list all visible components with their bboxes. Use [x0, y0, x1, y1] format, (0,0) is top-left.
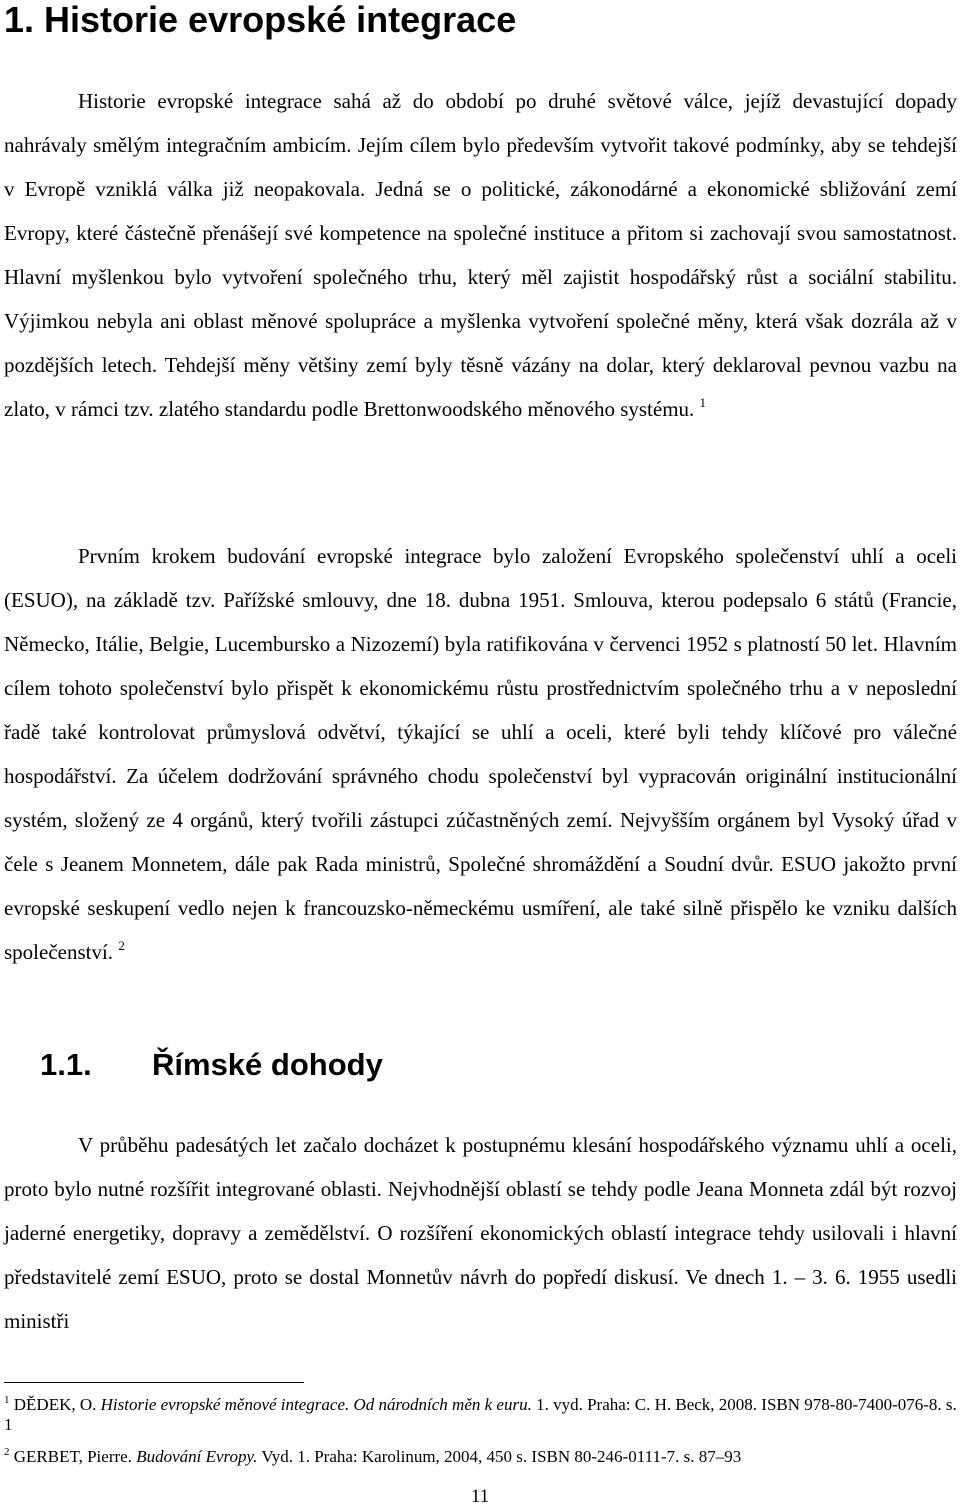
paragraph-text: Prvním krokem budování evropské integrace bylo založení Evropského společenství uhlí a oceli (ESUO), na základě tzv. Pařížské smlouvy, dne 18. dubna 1951. Smlouva, kterou podepsalo 6 států (Francie, Německo, Itálie, Belgie, Lucembursko a Nizozemí) byla ratifikována v červenci 1952 s platností 50 let. Hlavním cílem tohoto společenství bylo přispět k ekonomickému růstu prostřednictvím společného trhu a v neposlední řadě také kontrolovat průmyslová odvětví, týkající se uhlí a oceli, které byli tehdy klíčové pro válečné hospodářství. Za účelem dodržování správného chodu společenství byl vypracován originální institucionální systém, složený ze 4 orgánů, který tvořili zástupci zúčastněných zemí. Nejvyšším orgánem byl Vysoký úřad v čele s Jeanem Monnetem, dále pak Rada ministrů, Společné shromáždění a Soudní dvůr. ESUO jakožto první evropské seskupení vedlo nejen k francouzsko-německému usmíření, ale také silně přispělo ke vzniku dalších společenství. — [4, 544, 957, 964]
paragraph-rome-treaties — [4, 1123, 957, 1343]
footnote-reference[interactable]: 1 — [699, 395, 707, 410]
section-heading — [40, 1047, 383, 1083]
footnote-title: Budování Evropy. — [136, 1447, 258, 1466]
footnote-divider — [4, 1382, 304, 1383]
footnote-details: Vyd. 1. Praha: Karolinum, 2004, 450 s. ISBN 80-246-0111-7. s. 87–93 — [261, 1447, 742, 1466]
section-number: 1.1. — [40, 1047, 92, 1082]
paragraph-text: Historie evropské integrace sahá až do období po druhé světové válce, jejíž devastující dopady nahrávaly smělým integračním ambicím. Jejím cílem bylo především vytvořit takové podmínky, aby se tehdejší v Evropě vzniklá válka již neopakovala. Jedná se o politické, zákonodárné a ekonomické sbližování zemí Evropy, které částečně přenášejí své kompetence na společné instituce a přitom si zachovají svou samostatnost. Hlavní myšlenkou bylo vytvoření společného trhu, který měl zajistit hospodářský růst a sociální stabilitu. Výjimkou nebyla ani oblast měnové spolupráce a myšlenka vytvoření společné měny, která však dozrála až v pozdějších letech. Tehdejší měny většiny zemí byly těsně vázány na dolar, který deklaroval pevnou vazbu na zlato, v rámci tzv. zlatého standardu podle Brettonwoodského měnového systému. — [4, 89, 957, 421]
footnote-mark: 2 — [4, 1446, 10, 1458]
section-title: Římské dohody — [152, 1047, 383, 1082]
footnote — [4, 1447, 957, 1467]
paragraph-history-intro — [4, 79, 957, 431]
footnote-reference[interactable]: 2 — [118, 938, 125, 953]
footnote — [4, 1395, 957, 1435]
footnote-title: Historie evropské měnové integrace. Od národních měn k euru. — [100, 1395, 532, 1414]
footnote-author: GERBET, Pierre. — [13, 1447, 132, 1466]
page-number: 11 — [470, 1486, 490, 1507]
chapter-heading: 1. Historie evropské integrace — [4, 0, 517, 40]
footnote-details: 1. vyd. Praha: C. H. Beck, 2008. ISBN 978-80-7400-076-8. s. 1 — [4, 1395, 957, 1434]
footnote-mark: 1 — [4, 1394, 10, 1406]
paragraph-text: V průběhu padesátých let začalo docházet k postupnému klesání hospodářského významu uhlí a oceli, proto bylo nutné rozšířit integrované oblasti. Nejvhodnější oblastí se tehdy podle Jeana Monneta zdál být rozvoj jaderné energetiky, dopravy a zemědělství. O rozšíření ekonomických oblastí integrace tehdy usilovali i hlavní představitelé zemí ESUO, proto se dostal Monnetův návrh do popředí diskusí. Ve dnech 1. – 3. 6. 1955 usedli ministři — [4, 1133, 957, 1333]
paragraph-esuo — [4, 534, 957, 974]
footnote-author: DĚDEK, O. — [13, 1395, 97, 1414]
